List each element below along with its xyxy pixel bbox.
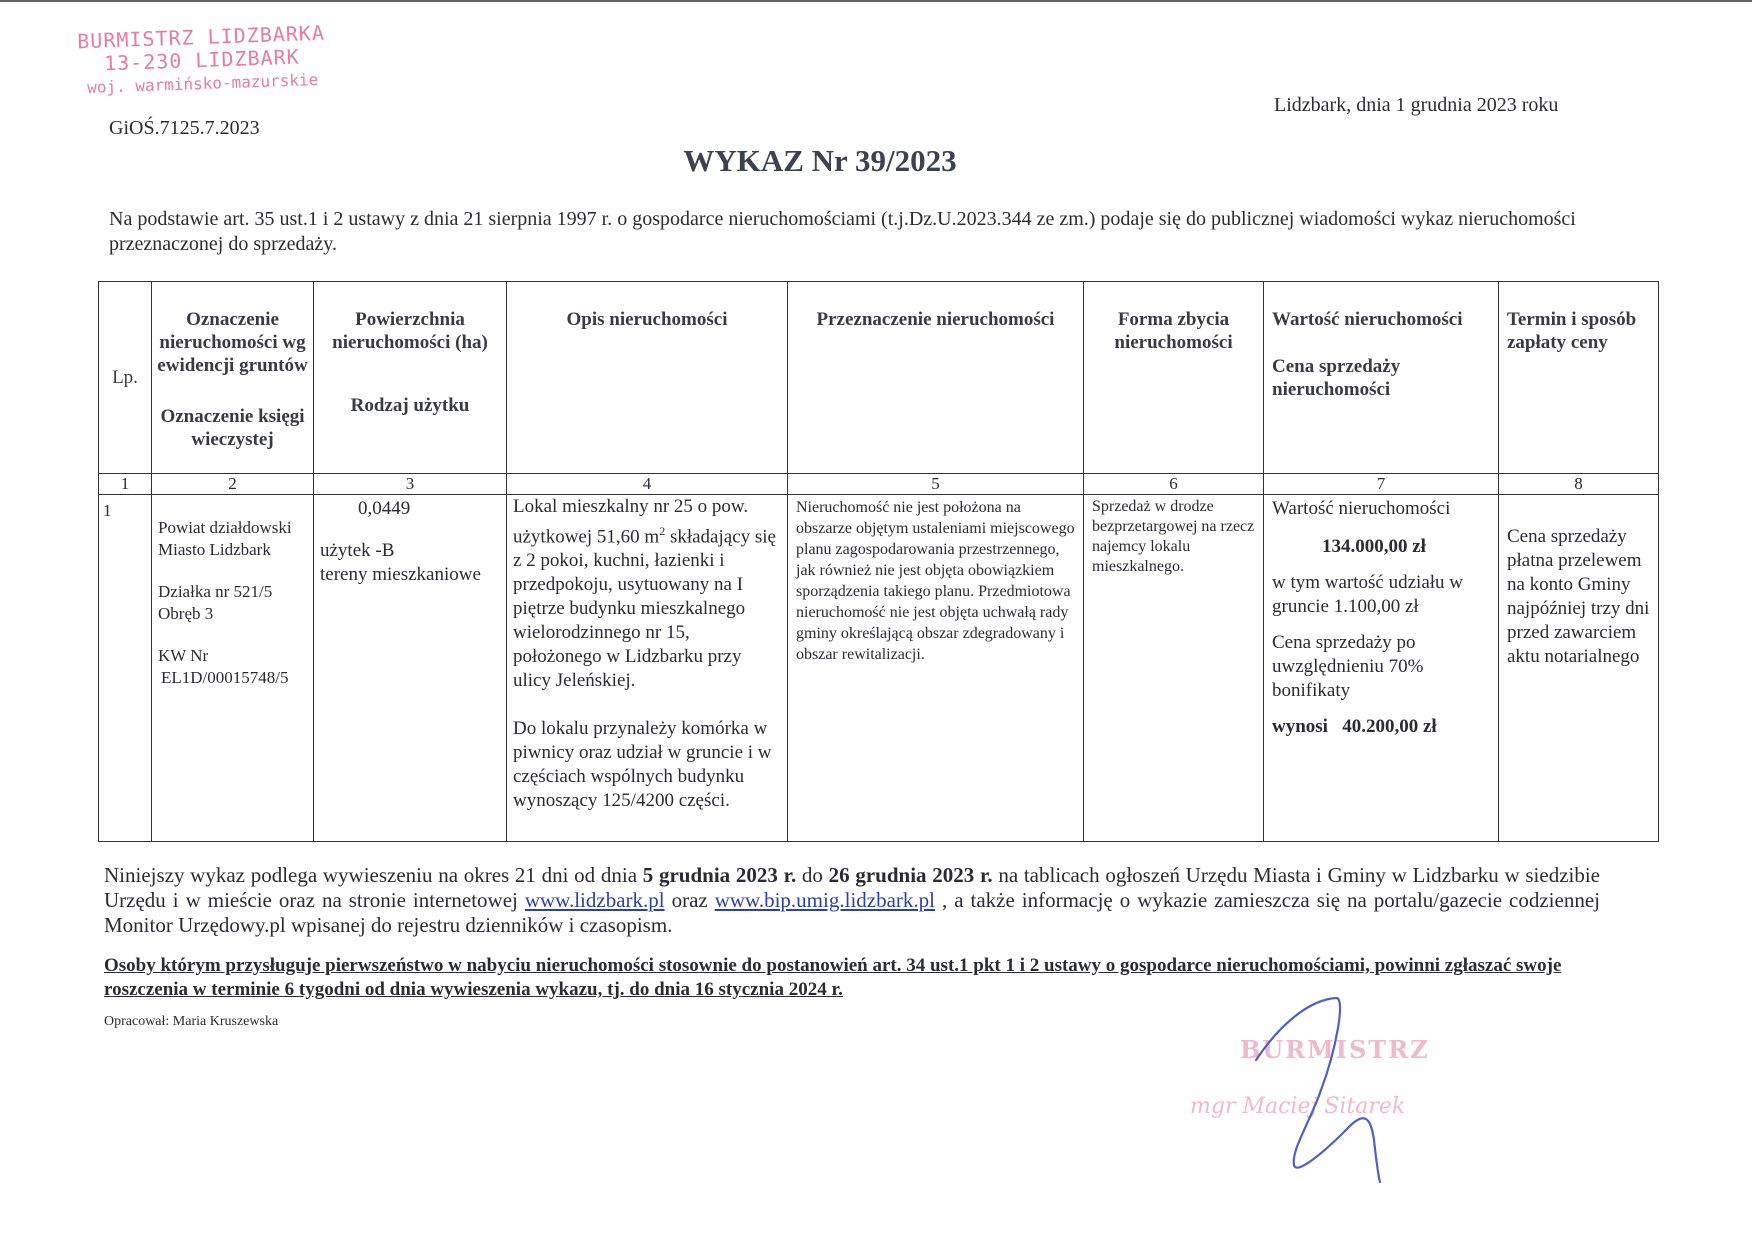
cell-land-registry: Powiat działdowski Miasto Lidzbark Działka nr 521/5 Obręb 3 KW Nr EL1D/00015748/5 (152, 495, 314, 842)
header-description: Opis nieruchomości (507, 282, 788, 474)
header-area: Powierzchnia nieruchomości (ha) Rodzaj użytku (314, 282, 507, 474)
mayor-stamp-title: BURMISTRZ (1240, 1035, 1430, 1064)
cell-area: 0,0449 użytek -B tereny mieszkaniowe (314, 495, 507, 842)
col-number: 3 (314, 474, 507, 495)
col-number: 6 (1084, 474, 1264, 495)
row-lp: 1 (99, 495, 152, 842)
office-stamp (77, 22, 327, 100)
priority-notice: Osoby którym przysługuje pierwszeństwo w nabyciu nieruchomości stosownie do postanowień art. 34 ust.1 pkt 1 i 2 ustawy o gospodarce nieruchomościami, powinni zgłaszać swoje roszczenia w terminie 6 tygodni od dnia wywieszenia wykazu, tj. do dnia 16 stycznia 2024 r. (104, 955, 1562, 1000)
col-number: 1 (99, 474, 152, 495)
header-payment: Termin i sposób zapłaty ceny (1499, 282, 1659, 474)
mayor-stamp-name: mgr Maciej Sitarek (1190, 1094, 1406, 1119)
prepared-by: Opracował: Maria Kruszewska (104, 1014, 279, 1029)
col-number: 5 (788, 474, 1084, 495)
header-land-registry: Oznaczenie nieruchomości wg ewidencji gruntów Oznaczenie księgi wieczystej (152, 282, 314, 474)
column-number-row (99, 474, 1659, 495)
header-sale-form: Forma zbycia nieruchomości (1084, 282, 1264, 474)
document-title: WYKAZ Nr 39/2023 (683, 143, 957, 178)
cell-description: Lokal mieszkalny nr 25 o pow. użytkowej 51,60 $m^2$ składający się z 2 pokoi, kuchni, łazienki i przedpokoju, usytuowany na I piętrze budynku mieszkalnego wielorodzinnego nr 15, położonego w Lidzbarku przy ulicy Jeleńskiej. Do lokalu przynależy komórka w piwnicy oraz udział w gruncie i w częściach wspólnych budynku wynoszący 125/4200 części. (507, 495, 788, 842)
col-number: 8 (1499, 474, 1659, 495)
stamp-line-2: 13-230 LIDZBARK (103, 44, 301, 76)
col-number: 7 (1264, 474, 1499, 495)
stamp-line-1: BURMISTRZ LIDZBARKA (76, 20, 326, 54)
col-number: 2 (152, 474, 314, 495)
cell-purpose: Nieruchomość nie jest położona na obszarze objętym ustaleniami miejscowego planu zagospodarowania przestrzennego, jak również nie jest objęta obowiązkiem sporządzenia takiego planu. Przedmiotowa nieruchomość nie jest objęta uchwałą rady gminy określającą obszar zdegradowany i obszar rewitalizacji. (788, 495, 1084, 842)
top-border-line (0, 0, 1752, 2)
cell-sale-form: Sprzedaż w drodze bezprzetargowej na rzecz najemcy lokalu mieszkalnego. (1084, 495, 1264, 842)
intro-paragraph: Na podstawie art. 35 ust.1 i 2 ustawy z dnia 21 sierpnia 1997 r. o gospodarce nieruchomościami (t.j.Dz.U.2023.344 ze zm.) podaje się do publicznej wiadomości wykaz nieruchomości przeznaczonej do sprzedaży. (109, 208, 1576, 255)
header-value: Wartość nieruchomości Cena sprzedaży nieruchomości (1264, 282, 1499, 474)
property-table (98, 281, 1659, 842)
table-header-row (99, 282, 1659, 474)
cell-value: Wartość nieruchomości 134.000,00 zł w tym wartość udziału w gruncie 1.100,00 zł Cena sprzedaży po uwzględnieniu 70% bonifikaty wynosi 40.200,00 zł (1264, 495, 1499, 842)
place-and-date: Lidzbark, dnia 1 grudnia 2023 roku (1274, 94, 1559, 116)
handwritten-signature (1196, 990, 1456, 1190)
cell-payment: Cena sprzedaży płatna przelewem na konto Gminy najpóźniej trzy dni przed zawarciem aktu notarialnego (1499, 495, 1659, 842)
table-row (99, 495, 1659, 842)
document-reference: GiOŚ.7125.7.2023 (109, 117, 260, 139)
header-lp: Lp. (99, 282, 152, 474)
posting-paragraph: Niniejszy wykaz podlega wywieszeniu na okres 21 dni od dnia 5 grudnia 2023 r. do 26 grudnia 2023 r. na tablicach ogłoszeń Urzędu Miasta i Gminy w Lidzbarku w siedzibie Urzędu i w mieście oraz na stronie internetowej www.lidzbark.pl oraz www.bip.umig.lidzbark.pl , a także informację o wykazie zamieszcza się na portalu/gazecie codziennej Monitor Urzędowy.pl wpisanej do rejestru dzienników i czasopism. (104, 863, 1601, 937)
col-number: 4 (507, 474, 788, 495)
lidzbark-website-link[interactable]: www.lidzbark.pl (524, 888, 665, 912)
header-purpose: Przeznaczenie nieruchomości (788, 282, 1084, 474)
stamp-line-3: woj. warmińsko-mazurskie (86, 69, 319, 98)
bip-website-link[interactable]: www.bip.umig.lidzbark.pl (714, 888, 935, 912)
